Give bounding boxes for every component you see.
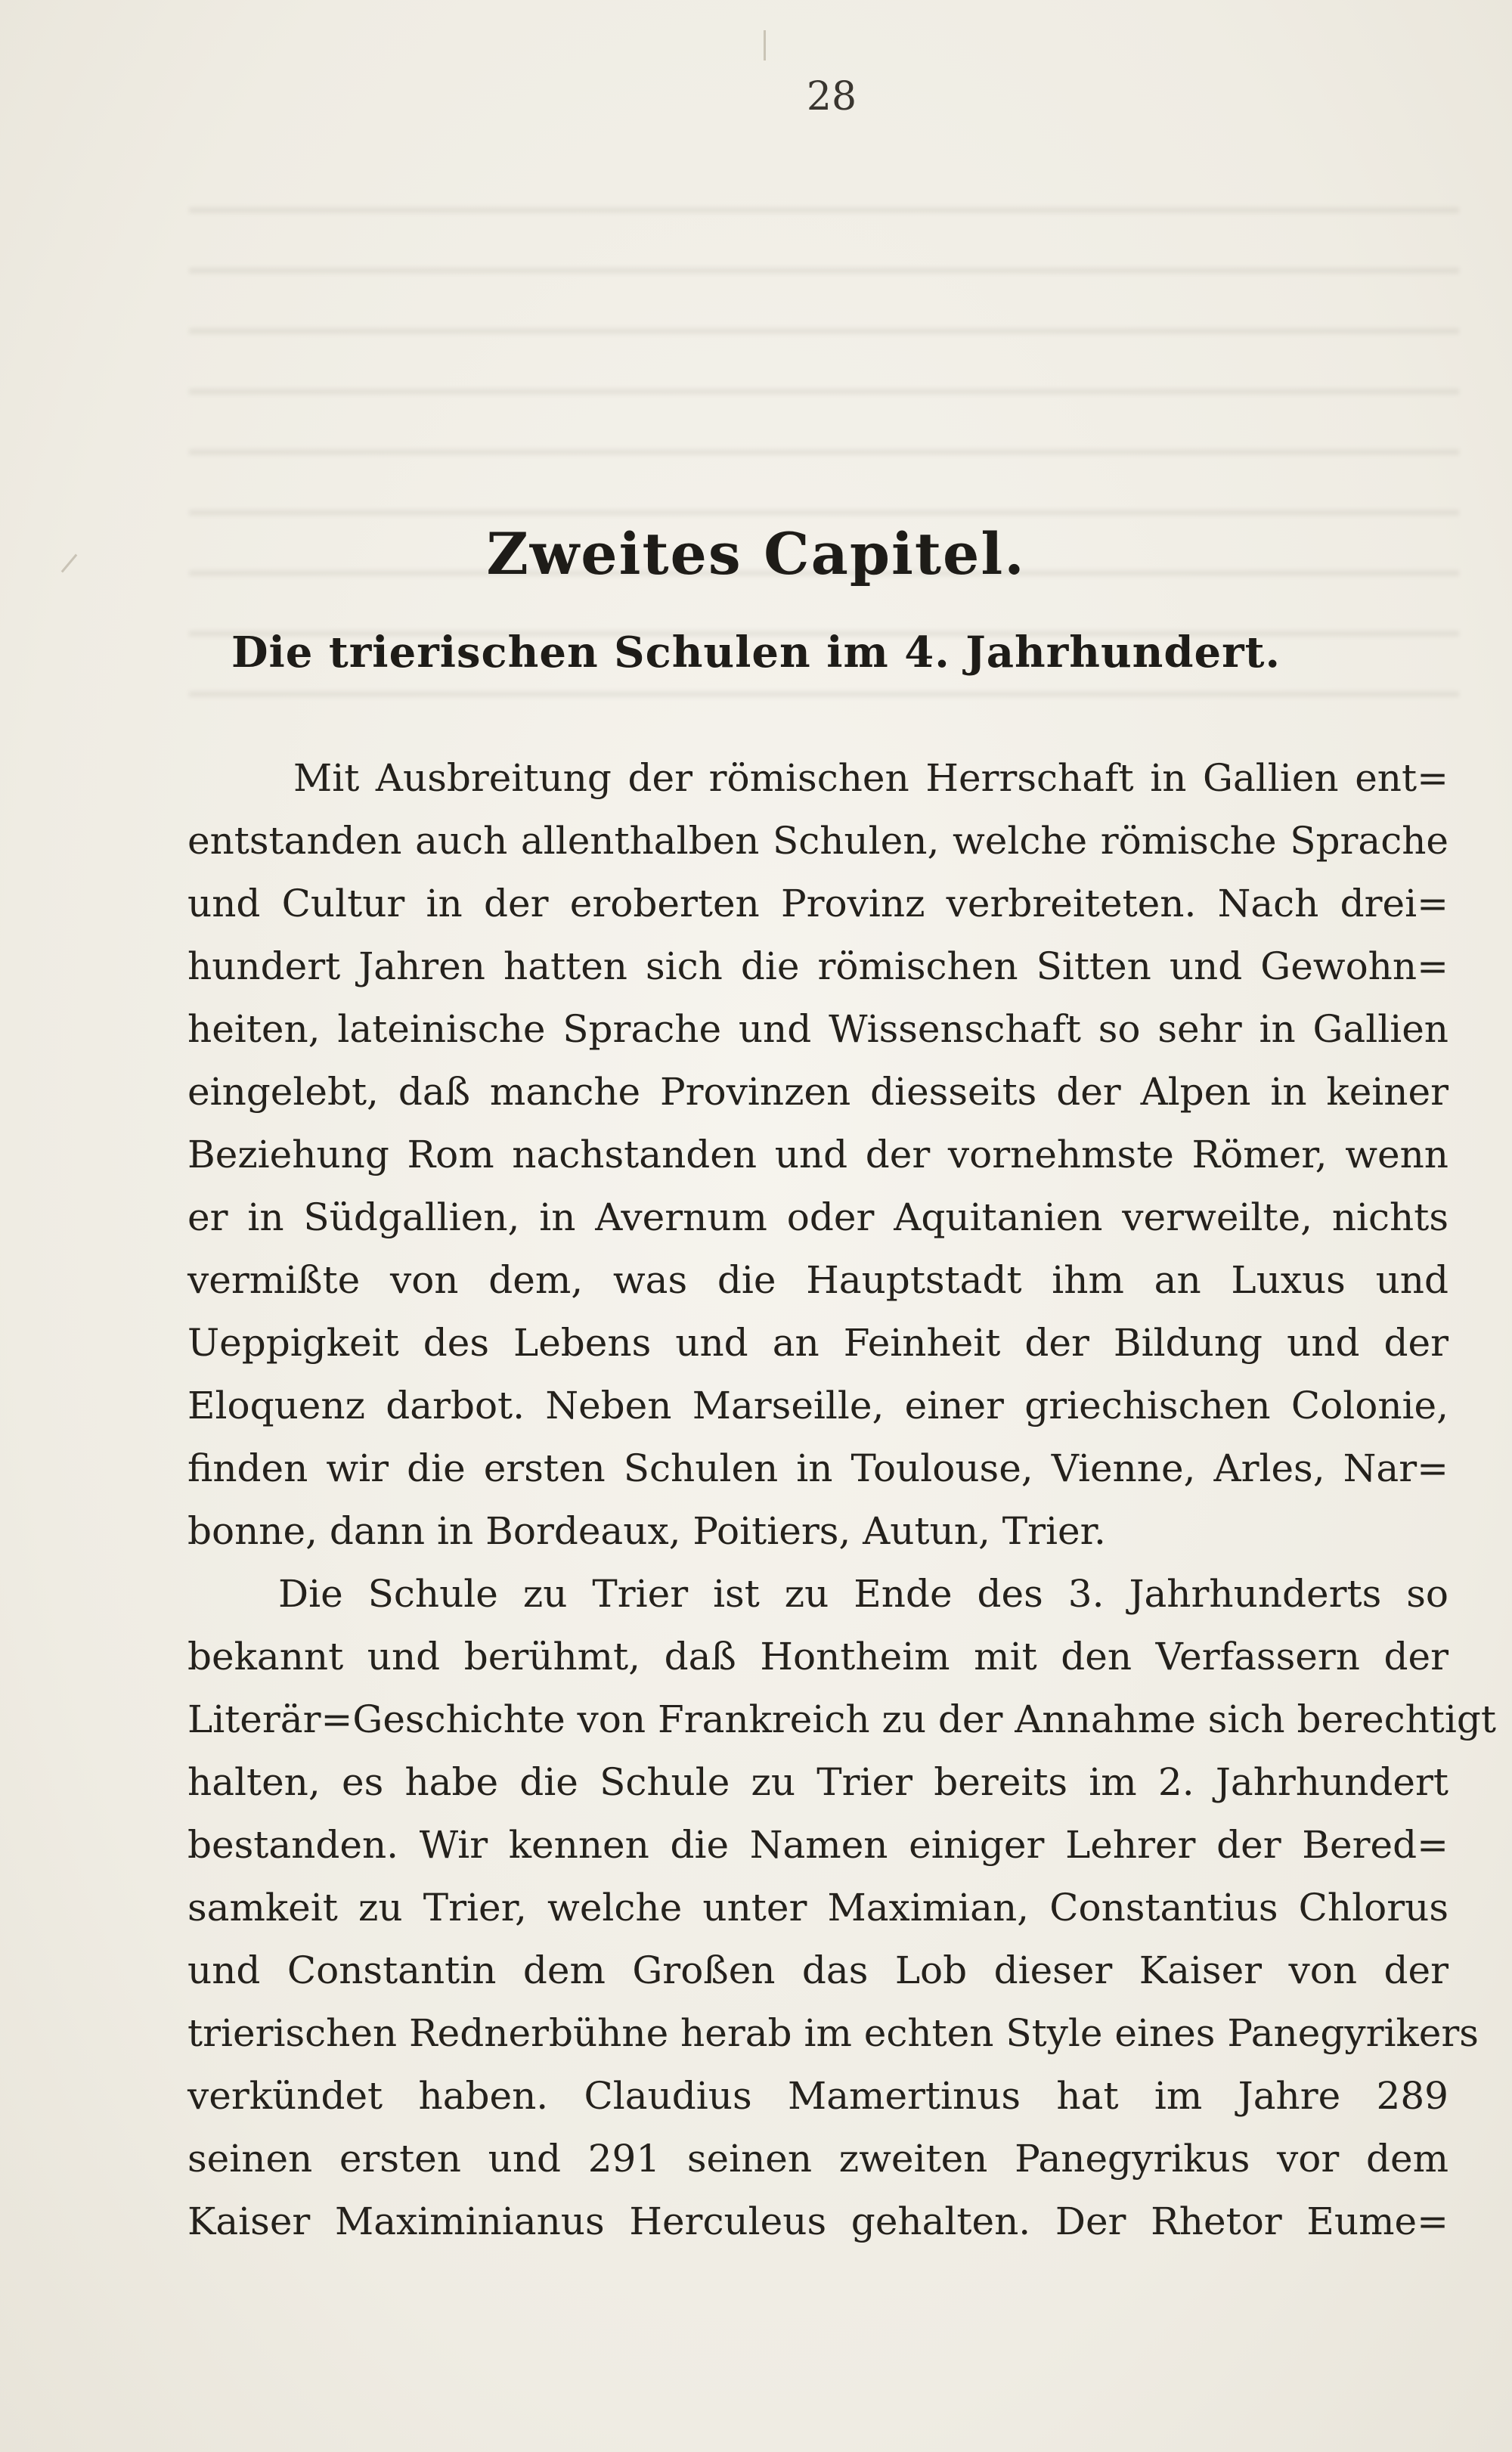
text-line: bekannt und berühmt, daß Hontheim mit den Verfassern der [187,1635,1448,1679]
text-line: Mit Ausbreitung der römischen Herrschaft in Gallien ent= [293,756,1448,800]
text-line: bonne, dann in Bordeaux, Poitiers, Autun, Trier. [187,1509,1106,1553]
text-line: er in Südgallien, in Avernum oder Aquitanien verweilte, nichts [187,1195,1448,1239]
text-line: heiten, lateinische Sprache und Wissenschaft so sehr in Gallien [187,1007,1448,1051]
text-line: samkeit zu Trier, welche unter Maximian, Constantius Chlorus [187,1886,1448,1930]
text-line: und Cultur in der eroberten Provinz verbreiteten. Nach drei= [187,882,1448,925]
text-line: halten, es habe die Schule zu Trier bereits im 2. Jahrhundert [187,1760,1448,1804]
text-line: bestanden. Wir kennen die Namen einiger Lehrer der Bered= [187,1823,1448,1867]
text-line: Beziehung Rom nachstanden und der vornehmste Römer, wenn [187,1133,1448,1176]
text-line: Literär=Geschichte von Frankreich zu der Annahme sich berechtigt [187,1697,1496,1741]
body-text [187,747,1496,2253]
text-line: und Constantin dem Großen das Lob dieser Kaiser von der [187,1948,1448,1992]
section-title: Die trierischen Schulen im 4. Jahrhundert. [231,628,1281,677]
text-line: eingelebt, daß manche Provinzen diesseits der Alpen in keiner [187,1070,1448,1114]
chapter-title: Zweites Capitel. [486,520,1026,587]
text-line: Ueppigkeit des Lebens und an Feinheit der Bildung und der [187,1321,1448,1365]
text-line: Die Schule zu Trier ist zu Ende des 3. Jahrhunderts so [278,1572,1448,1616]
page-number: 28 [806,74,857,119]
text-line: trierischen Rednerbühne herab im echten Style eines Panegyrikers [187,2011,1479,2055]
text-line: hundert Jahren hatten sich die römischen Sitten und Gewohn= [187,944,1448,988]
text-line: Eloquenz darbot. Neben Marseille, einer griechischen Colonie, [187,1384,1448,1427]
text-line: seinen ersten und 291 seinen zweiten Panegyrikus vor dem [187,2137,1448,2181]
text-line: Kaiser Maximinianus Herculeus gehalten. Der Rhetor Eume= [187,2199,1448,2243]
text-line: vermißte von dem, was die Hauptstadt ihm an Luxus und [187,1258,1448,1302]
text-line: verkündet haben. Claudius Mamertinus hat im Jahre 289 [187,2074,1448,2118]
paper-mark [764,30,766,60]
show-through-text [189,174,1459,703]
text-line: finden wir die ersten Schulen in Toulouse, Vienne, Arles, Nar= [187,1446,1448,1490]
text-line: entstanden auch allenthalben Schulen, welche römische Sprache [187,819,1448,863]
